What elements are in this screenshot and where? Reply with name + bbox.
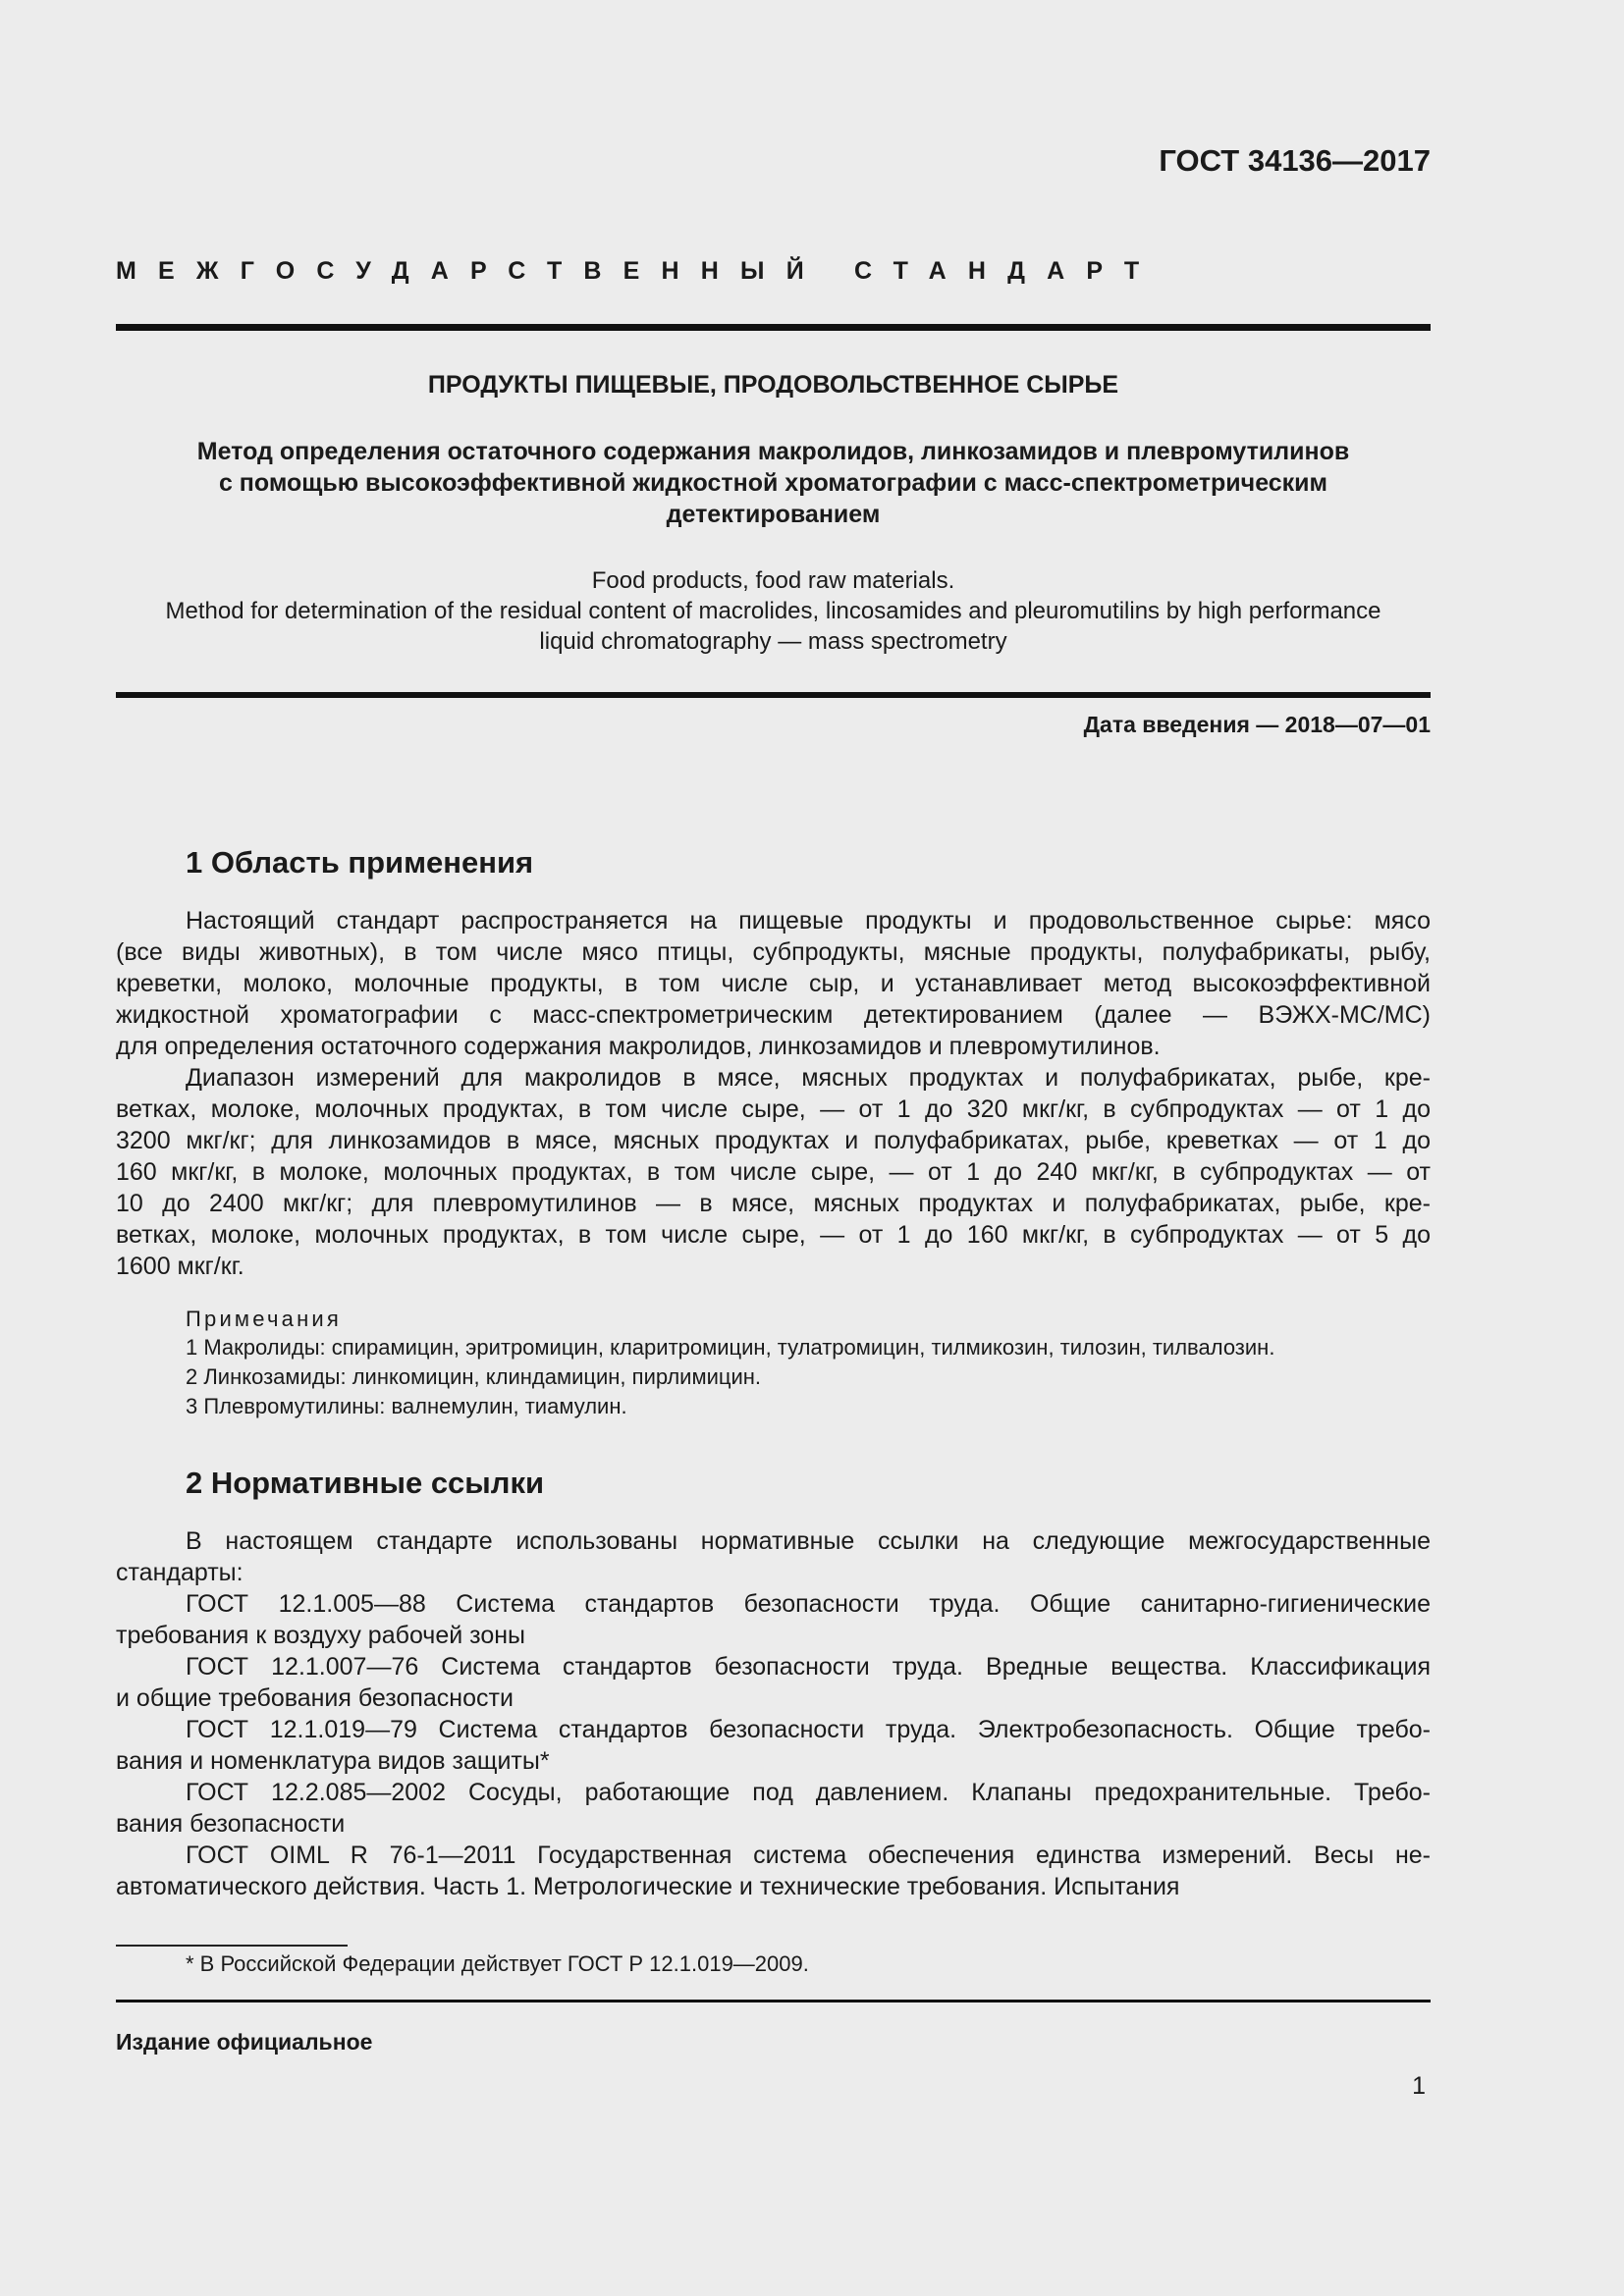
page-number: 1 [1412,2072,1426,2100]
footnote: * В Российской Федерации действует ГОСТ Р 12.1.019—2009. [186,1951,809,1976]
references-text [116,1525,1431,1902]
reference-line: требования к воздуху рабочей зоны [116,1622,525,1649]
subtitle-line: детектированием [666,501,881,528]
middle-rule [116,692,1431,698]
english-title-line: liquid chromatography — mass spectrometry [539,628,1007,655]
text-line: жидкостной хроматографии с масс-спектрометрическим детектированием (далее — ВЭЖХ-МС/МС) [116,1001,1431,1029]
section-heading-references: 2 Нормативные ссылки [186,1466,545,1500]
notes-list [186,1333,1462,1421]
text-line: (все виды животных), в том числе мясо птицы, субпродукты, мясные продукты, полуфабрикаты, рыбу, [116,938,1431,966]
note-item: 2 Линкозамиды: линкомицин, клиндамицин, пирлимицин. [186,1364,762,1389]
text-line: стандарты: [116,1559,244,1586]
reference-line: автоматического действия. Часть 1. Метрологические и технические требования. Испытания [116,1873,1180,1900]
english-title [116,565,1431,657]
scope-text [116,905,1431,1282]
text-line: 1600 мкг/кг. [116,1253,244,1280]
text-line: ветках, молоке, молочных продуктах, в том числе сыре, — от 1 до 320 мкг/кг, в субпродуктах — от 1 до [116,1095,1431,1123]
notes-title: Примечания [186,1307,343,1331]
text-line: В настоящем стандарте использованы нормативные ссылки на следующие межгосударственные [186,1527,1431,1555]
introduction-date: Дата введения — 2018—07—01 [1083,712,1431,737]
reference-line: вания безопасности [116,1810,346,1838]
bottom-rule [116,2000,1431,2002]
reference-line: и общие требования безопасности [116,1684,514,1712]
document-subtitle [116,436,1431,530]
section-heading-scope: 1 Область применения [186,845,534,880]
text-line: 10 до 2400 мкг/кг; для плевромутилинов — в мясе, мясных продуктах и полуфабрикатах, рыбе, кре- [116,1190,1431,1217]
reference-line: ГОСТ OIML R 76-1—2011 Государственная система обеспечения единства измерений. Весы не- [186,1842,1431,1869]
text-line: 160 мкг/кг, в молоке, молочных продуктах, в том числе сыре, — от 1 до 240 мкг/кг, в субпродуктах — от [116,1158,1431,1186]
top-rule [116,324,1431,331]
text-line: для определения остаточного содержания макролидов, линкозамидов и плевромутилинов. [116,1033,1161,1060]
text-line: ветках, молоке, молочных продуктах, в том числе сыре, — от 1 до 160 мкг/кг, в субпродуктах — от 5 до [116,1221,1431,1249]
english-title-line: Food products, food raw materials. [591,567,955,594]
text-line: креветки, молоко, молочные продукты, в том числе сыр, и устанавливает метод высокоэффективной [116,970,1431,997]
note-item: 3 Плевромутилины: валнемулин, тиамулин. [186,1394,627,1418]
footnote-separator [116,1945,348,1947]
text-line: Диапазон измерений для макролидов в мясе, мясных продуктах и полуфабрикатах, рыбе, кре- [186,1064,1431,1092]
english-title-line: Method for determination of the residual content of macrolides, lincosamides and pleuromutilins by high performance [165,598,1381,624]
reference-line: ГОСТ 12.1.019—79 Система стандартов безопасности труда. Электробезопасность. Общие требо- [186,1716,1431,1743]
note-item: 1 Макролиды: спирамицин, эритромицин, кларитромицин, тулатромицин, тилмикозин, тилозин, тилвалозин. [186,1335,1275,1360]
subtitle-line: Метод определения остаточного содержания макролидов, линкозамидов и плевромутилинов [196,438,1350,465]
edition-label: Издание официальное [116,2029,373,2055]
text-line: 3200 мкг/кг; для линкозамидов в мясе, мясных продуктах и полуфабрикатах, рыбе, креветках — от 1 до [116,1127,1431,1154]
document-title: ПРОДУКТЫ ПИЩЕВЫЕ, ПРОДОВОЛЬСТВЕННОЕ СЫРЬЕ [427,371,1119,399]
reference-line: ГОСТ 12.1.007—76 Система стандартов безопасности труда. Вредные вещества. Классификация [186,1653,1431,1681]
reference-line: вания и номенклатура видов защиты* [116,1747,550,1775]
reference-line: ГОСТ 12.2.085—2002 Сосуды, работающие под давлением. Клапаны предохранительные. Требо- [186,1779,1431,1806]
reference-line: ГОСТ 12.1.005—88 Система стандартов безопасности труда. Общие санитарно-гигиенические [186,1590,1431,1618]
subtitle-line: с помощью высокоэффективной жидкостной хроматографии с масс-спектрометрическим [218,469,1328,497]
gost-code: ГОСТ 34136—2017 [1159,143,1431,178]
standard-type: МЕЖГОСУДАРСТВЕННЫЙ СТАНДАРТ [116,257,1162,285]
text-line: Настоящий стандарт распространяется на пищевые продукты и продовольственное сырье: мясо [186,907,1431,934]
